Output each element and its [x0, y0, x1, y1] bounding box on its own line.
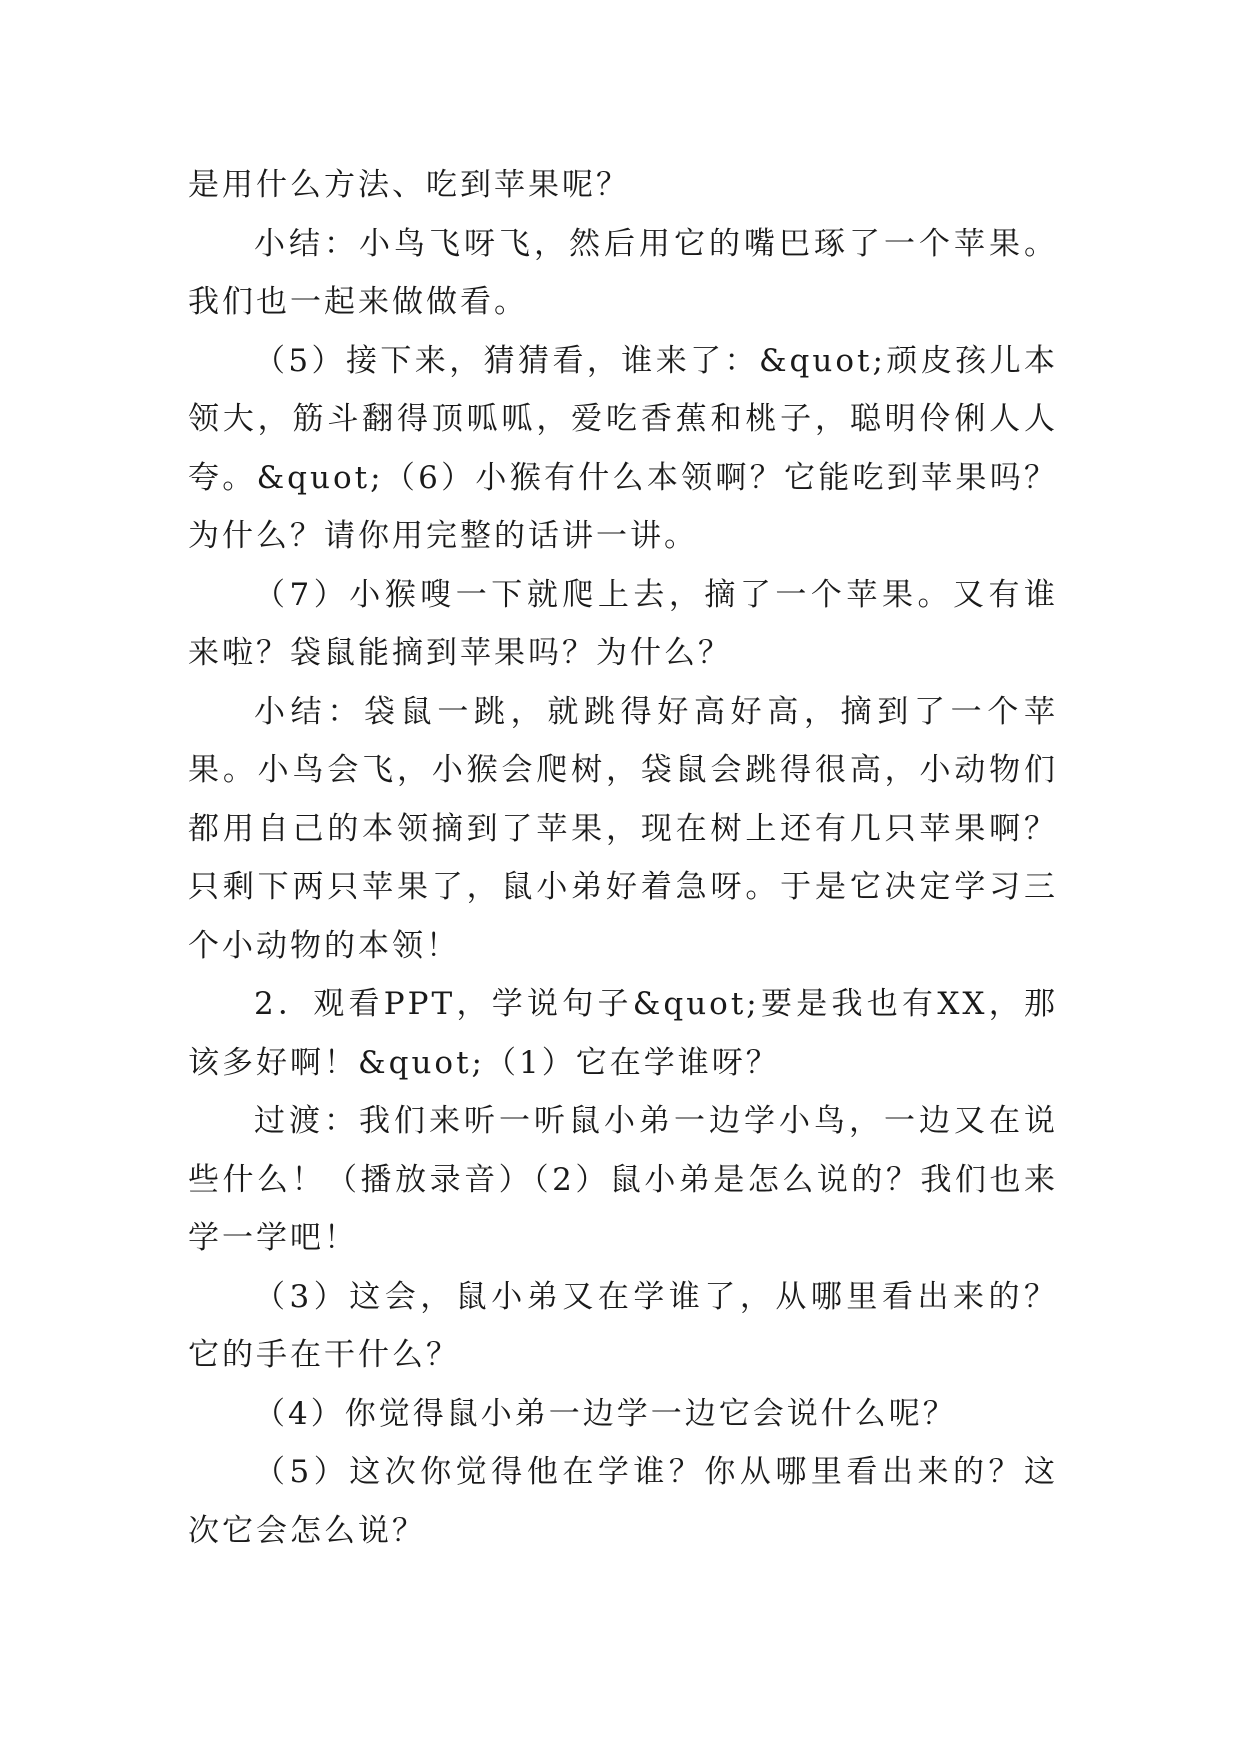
paragraph-1: 是用什么方法、吃到苹果呢？	[188, 167, 630, 203]
paragraph-6: 2．观看PPT，学说句子&quot;要是我也有XX，那该多好啊！&quot;（1）它在学谁呀？	[188, 986, 1058, 1081]
paragraph-10: （5）这次你觉得他在学谁？你从哪里看出来的？这次它会怎么说？	[188, 1454, 1058, 1549]
paragraph-4: （7）小猴嗖一下就爬上去，摘了一个苹果。又有谁来啦？袋鼠能摘到苹果吗？为什么？	[188, 576, 1058, 671]
paragraph-9: （4）你觉得鼠小弟一边学一边它会说什么呢？	[254, 1395, 957, 1432]
document-body	[188, 156, 1058, 1560]
paragraph-7: 过渡：我们来听一听鼠小弟一边学小鸟，一边又在说些什么！（播放录音）（2）鼠小弟是怎么说的？我们也来学一学吧！	[188, 1103, 1058, 1256]
paragraph-5: 小结：袋鼠一跳，就跳得好高好高，摘到了一个苹果。小鸟会飞，小猴会爬树，袋鼠会跳得很高，小动物们都用自己的本领摘到了苹果，现在树上还有几只苹果啊？只剩下两只苹果了，鼠小弟好着急呀。于是它决定学习三个小动物的本领！	[188, 693, 1058, 964]
paragraph-3: （5）接下来，猜猜看，谁来了：&quot;顽皮孩儿本领大，筋斗翻得顶呱呱，爱吃香蕉和桃子，聪明伶俐人人夸。&quot;（6）小猴有什么本领啊？它能吃到苹果吗？为什么？请你用完整的话讲一讲。	[188, 342, 1058, 554]
paragraph-2: 小结：小鸟飞呀飞，然后用它的嘴巴琢了一个苹果。我们也一起来做做看。	[188, 225, 1058, 320]
paragraph-8: （3）这会，鼠小弟又在学谁了，从哪里看出来的？它的手在干什么？	[188, 1278, 1058, 1373]
